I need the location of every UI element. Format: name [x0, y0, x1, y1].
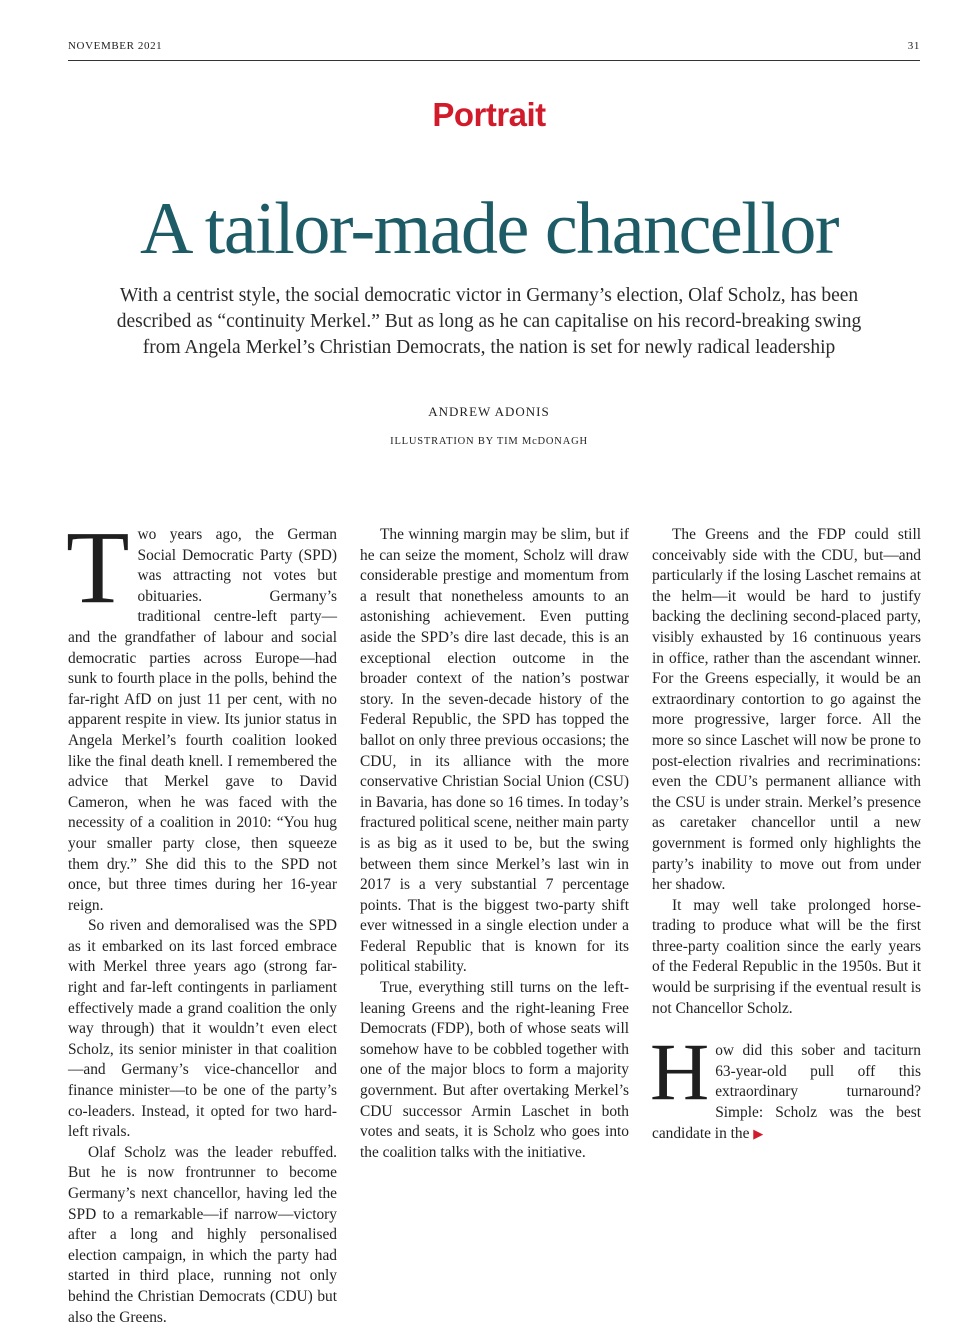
paragraph: The winning margin may be slim, but if he can seize the moment, Scholz will draw considerable prestige and momentum from a result that nonetheless amounts to an astonishing achievement. Even putting aside the SPD’s dire last decade, this is an exceptional election outcome in the broader context of the nation’s postwar story. In the seven-decade history of the Federal Republic, the SPD has topped the ballot on only three previous occasions; the CDU, in its alliance with the more conservative Christian Social Union (CSU) in Bavaria, has done so 16 times. In today’s fractured political scene, neither main party is as big as it used to be, but the swing between them since Merkel’s last win in 2017 is a very substantial 7 percentage points. That is the biggest two-party shift ever witnessed in a single election under a Federal Republic that is known for its political stability. — [360, 526, 629, 976]
illustration-credit: ILLUSTRATION BY TIM McDONAGH — [390, 436, 588, 447]
header-rule — [68, 60, 920, 61]
issue-date: NOVEMBER 2021 — [68, 40, 163, 52]
headline: A tailor-made chancellor — [139, 188, 839, 270]
paragraph: It may well take prolonged horse-trading to produce what will be the first three-party coalition since the early years of the Federal Republic in the 1950s. But it would be surprising if the eventual result is not Chancellor Scholz. — [652, 896, 921, 1017]
section-label: Portrait — [432, 96, 546, 133]
running-head — [68, 40, 920, 52]
paragraph-text: ow did this sober and taciturn 63-year-old pull off this extraordinary turnaround? Simple: Scholz was the best candidate in the — [652, 1042, 921, 1142]
paragraph — [650, 1026, 921, 1144]
paragraph: True, everything still turns on the left-leaning Greens and the right-leaning Free Democrats (FDP), both of whose seats will somehow have to be cobbled together with one of the major blocs to form a majority government. But after overtaking Merkel’s CDU successor Armin Laschet in both votes and seats, it is Scholz who goes into the coalition talks with the initiative. — [360, 979, 629, 1161]
byline: ANDREW ADONIS — [428, 404, 550, 419]
paragraph-text: wo years ago, the German Social Democratic Party (SPD) was attracting not votes but obituaries. Germany’s traditional centre-left party—and the grandfather of labour and social democratic parties across Europe—had sunk to fourth place in the polls, behind the far-right AfD on just 11 per cent, with no apparent respite in view. Its junior status in Angela Merkel’s fourth coalition looked like the final death knell. I remembered the advice that Merkel gave to David Cameron, when he was faced with the necessity of a coalition in 2010: “You hug your smaller party close, then squeeze them dry.” She did this to the SPD not once, but three times during her 16-year reign. — [68, 526, 337, 914]
paragraph: The Greens and the FDP could still conceivably side with the CDU, but—and particularly if the losing Laschet remains at the helm—it would be hard to justify backing the declining second-placed party, visibly exhausted by 16 continuous years in office, rather than the ascendant winner. For the Greens especially, it would be an extraordinary contortion to go against the more progressive, larger force. All the more so since Laschet will now be prone to post-election rivalries and recriminations: even the CDU’s permanent alliance with the CSU is under strain. Merkel’s presence as caretaker chancellor until a new government is formed only highlights the party’s inability to move out from under her shadow. — [652, 526, 921, 894]
drop-cap: T — [66, 510, 130, 625]
paragraph: So riven and demoralised was the SPD as it embarked on its last forced embrace with Merkel three years ago (strong far-right and far-left contingents in parliament effectively made a grand coalition the only way through) that it wouldn’t even elect Scholz, its senior minister in that coalition—and Germany’s vice-chancellor and finance minister—to be one of the party’s co-leaders. Instead, it opted for two hard-left rivals. — [68, 917, 337, 1141]
arrow-right-icon: ▶ — [753, 1125, 764, 1141]
article-column-1 — [66, 510, 337, 1328]
article-column-3 — [652, 525, 921, 1144]
paragraph: Olaf Scholz was the leader rebuffed. But he is now frontrunner to become Germany’s next chancellor, having led the SPD to a remarkable—if narrow—victory after a long and highly personalised election campaign, in which the party had started in third place, running not only behind the Christian Democrats (CDU) but also the Greens. — [68, 1143, 337, 1326]
page-number: 31 — [907, 40, 920, 52]
standfirst: With a centrist style, the social democratic victor in Germany’s election, Olaf Scholz, has been described as “continuity Merkel.” But as long as he can capitalise on his record-breaking swing from Angela Merkel’s Christian Democrats, the nation is set for newly radical leadership — [116, 285, 862, 358]
article-column-2 — [360, 525, 629, 1163]
drop-cap: H — [650, 1026, 710, 1118]
paragraph — [66, 510, 337, 916]
